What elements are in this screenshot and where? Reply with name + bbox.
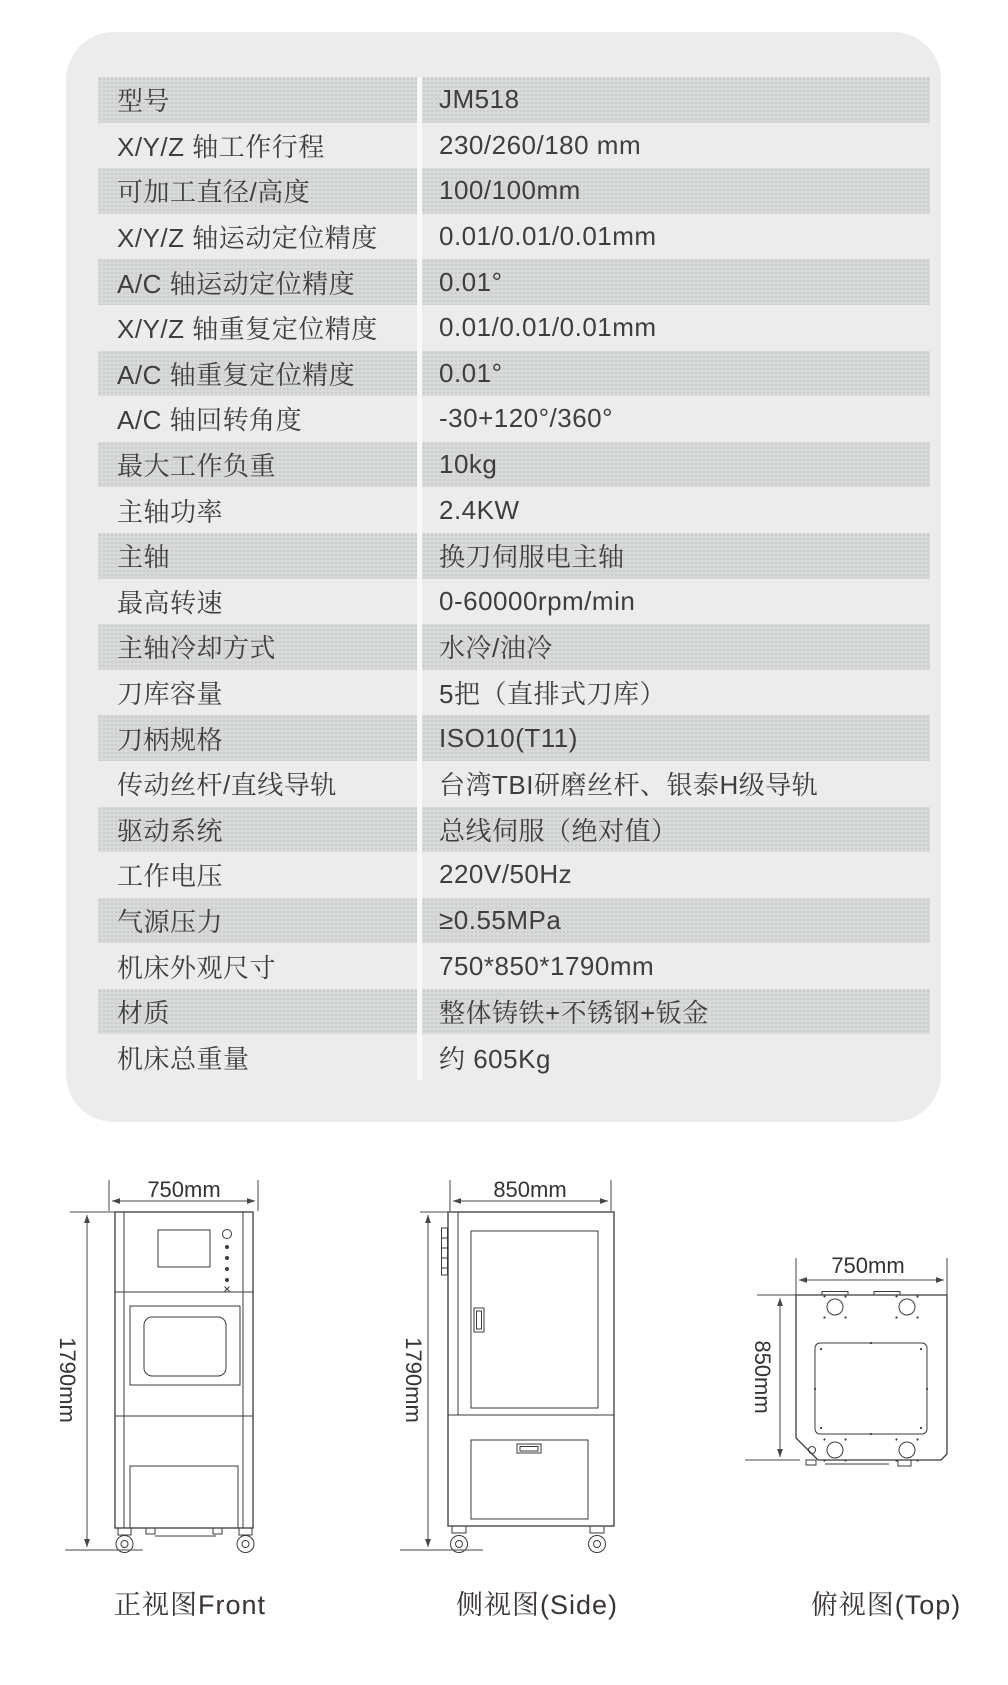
spec-label: 最大工作负重 [98,442,417,488]
front-casters [116,1528,254,1553]
table-row [98,715,930,761]
spec-label: X/Y/Z 轴重复定位精度 [117,314,378,345]
top-view-drawing [745,1253,947,1466]
table-row [98,624,930,670]
table-row [98,943,930,989]
spec-value: 换刀伺服电主轴 [422,533,930,579]
spec-label: 最高转速 [117,587,224,618]
table-row [98,259,930,305]
spec-value: 230/260/180 mm [439,129,642,160]
spec-value: 0-60000rpm/min [439,585,636,616]
table-row [98,168,930,214]
table-row [98,761,930,807]
front-power-button [223,1230,232,1239]
top-vent-circles [809,1295,919,1461]
spec-label: A/C 轴运动定位精度 [98,259,417,305]
spec-label: A/C 轴回转角度 [117,405,303,436]
spec-label: X/Y/Z 轴工作行程 [117,131,325,162]
side-view-drawing [400,1177,614,1553]
spec-label: 传动丝杆/直线导轨 [117,770,337,801]
spec-value: 水冷/油冷 [422,624,930,670]
spec-value: 0.01/0.01/0.01mm [439,221,657,252]
spec-value: 约 605Kg [439,1043,551,1074]
spec-label: 材质 [98,989,417,1035]
front-width-dimension: 750mm [147,1177,221,1202]
spec-label: 驱动系统 [98,807,417,853]
side-height-dimension: 1790mm [401,1337,426,1423]
spec-label: X/Y/Z 轴运动定位精度 [117,223,378,254]
spec-value: ISO10(T11) [422,715,930,761]
spec-label: 可加工直径/高度 [98,168,417,214]
table-row [98,1034,930,1080]
spec-value: 10kg [422,442,930,488]
spec-label: 机床总重量 [117,1043,250,1074]
spec-value: 750*850*1790mm [439,950,655,981]
spec-label: 型号 [98,77,417,123]
spec-label: 气源压力 [98,898,417,944]
spec-value: 台湾TBI研磨丝杆、银泰H级导轨 [439,770,819,801]
spec-label: 主轴功率 [117,496,224,527]
table-row [98,989,930,1035]
spec-value: 5把（直排式刀库） [439,679,666,710]
spec-label: 机床外观尺寸 [117,952,277,983]
front-view-label: 正视图Front [113,1590,267,1620]
top-depth-dimension: 850mm [750,1340,775,1414]
spec-value: 100/100mm [422,168,930,214]
table-row [98,898,930,944]
spec-label: 主轴冷却方式 [98,624,417,670]
table-row [98,305,930,351]
top-access-panel [815,1343,927,1434]
table-row [98,807,930,853]
front-height-dimension: 1790mm [55,1337,80,1423]
spec-value: 220V/50Hz [439,859,573,890]
table-row [98,214,930,260]
spec-value: JM518 [422,77,930,123]
table-row [98,77,930,123]
spec-table [98,77,930,1080]
table-row [98,533,930,579]
table-row [98,351,930,397]
spec-label: 刀库容量 [117,679,224,710]
spec-value: 0.01° [422,351,930,397]
side-lower-panel [471,1440,588,1519]
table-row [98,396,930,442]
spec-label: 刀柄规格 [98,715,417,761]
spec-label: 主轴 [98,533,417,579]
spec-value: 0.01° [422,259,930,305]
spec-value: 总线伺服（绝对值） [422,807,930,853]
top-view-label: 俯视图(Top) [810,1590,962,1620]
table-row [98,123,930,169]
side-casters [451,1526,606,1553]
spec-value: 整体铸铁+不锈钢+钣金 [422,989,930,1035]
table-row [98,487,930,533]
side-door [471,1231,598,1408]
front-drawer [130,1466,238,1528]
table-row [98,852,930,898]
spec-card [66,32,941,1122]
side-depth-dimension: 850mm [493,1177,567,1202]
table-row [98,442,930,488]
front-screen [158,1230,210,1267]
table-row [98,670,930,716]
side-view-label: 侧视图(Side) [455,1590,619,1620]
spec-value: 2.4KW [439,494,520,525]
spec-value: ≥0.55MPa [422,898,930,944]
top-width-dimension: 750mm [831,1253,905,1278]
spec-value: 0.01/0.01/0.01mm [439,312,657,343]
spec-label: 工作电压 [117,861,224,892]
side-panel-handle [517,1444,541,1453]
spec-value: -30+120°/360° [439,403,614,434]
front-window [144,1317,226,1376]
side-door-handle [474,1308,484,1332]
spec-label: A/C 轴重复定位精度 [98,351,417,397]
table-row [98,579,930,625]
front-view-drawing [55,1177,258,1553]
